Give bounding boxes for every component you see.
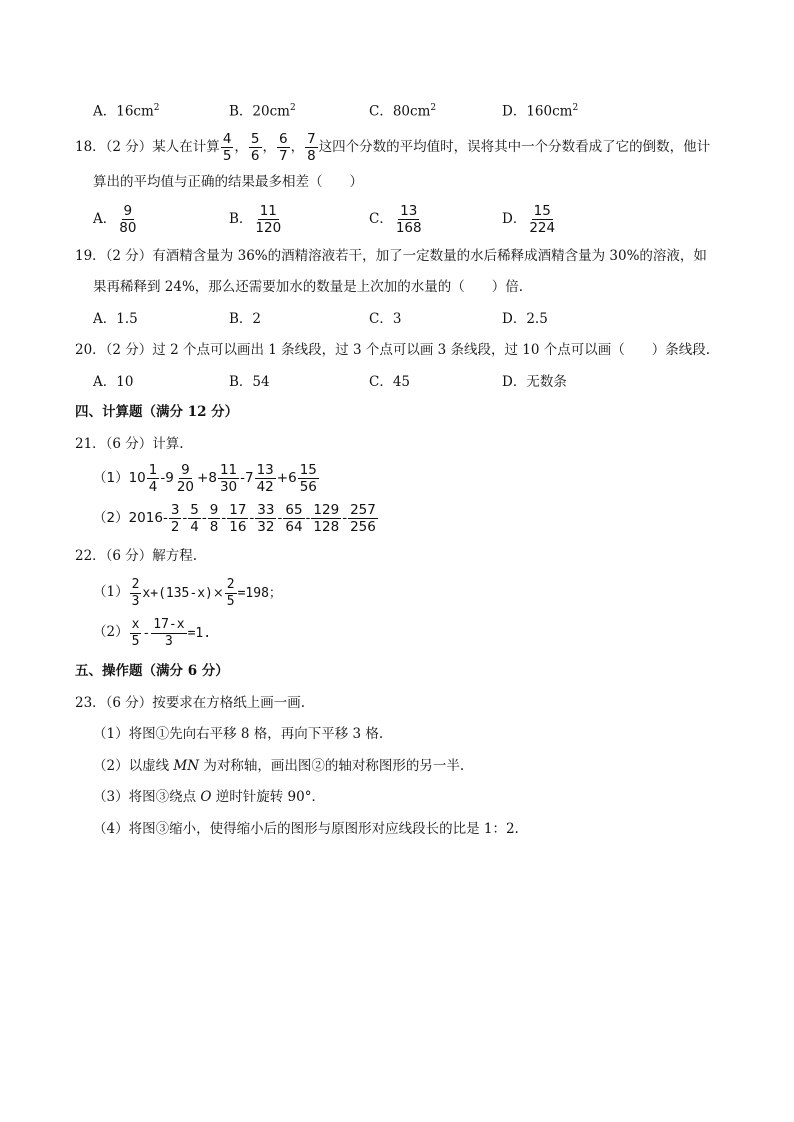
- q19-stem-line2: 果再稀释到 24%，那么还需要加水的数量是上次加的水量的（ ）倍.: [93, 279, 524, 295]
- q20-option-b: B．54: [229, 374, 270, 390]
- q17-option-c: C．$80cm^2$: [369, 103, 437, 120]
- q21-part1-expression: （1）10 $\frac{1}{4}$ -9 $\frac{9}{20}$ +8 $\frac{11}{30}$ -7 $\frac{13}{42}$ +6 $\frac{15}{56}$: [93, 462, 317, 496]
- q20-option-c: C．45: [369, 374, 411, 390]
- q18-stem-line2: 算出的平均值与正确的结果最多相差（ ）: [93, 174, 363, 190]
- q17-option-b: B．$20cm^2$: [229, 103, 296, 120]
- q18-option-a: A． $\frac{9}{80}$: [93, 203, 137, 237]
- q20-stem: 20．（2 分）过 2 个点可以画出 1 条线段，过 3 个点可以画 3 条线段，过 10 个点可以画（ ）条线段.: [75, 342, 711, 358]
- q21-title: 21．（6 分）计算.: [75, 436, 184, 452]
- q22-title: 22．（6 分）解方程.: [75, 548, 198, 564]
- q23-instruction-3: （3）将图③绕点 O 逆时针旋转 90°．: [93, 789, 325, 805]
- q23-title: 23．（6 分）按要求在方格纸上画一画.: [75, 695, 306, 711]
- q23-instruction-4: （4）将图③缩小，使得缩小后的图形与原图形对应线段长的比是 1：2.: [93, 821, 519, 837]
- q23-instruction-2: （2）以虚线 MN 为对称轴，画出图②的轴对称图形的另一半.: [93, 758, 465, 774]
- q19-option-b: B．2: [229, 311, 262, 327]
- q21-part2-expression: （2）2016- $\frac{3}{2}$ - $\frac{5}{4}$ - $\frac{9}{8}$ - $\frac{17}{16}$ - $\frac{33}{32}$ - $\frac{65}{64}$ - $\frac{129}{128}$ - $\frac{257}{256}$: [93, 502, 376, 536]
- q18-option-b: B． $\frac{11}{120}$: [229, 203, 282, 237]
- q20-option-a: A．10: [93, 374, 134, 390]
- q18-stem: 18．（2 分）某人在计算 $\frac{4}{5}$ ， $\frac{5}{6}$ ， $\frac{6}{7}$ ， $\frac{7}{8}$ 这四个分数的平均值时，误将其中一个分数看成了它的倒数，他计: [75, 131, 711, 165]
- q17-option-a: A．$16cm^2$: [93, 103, 160, 120]
- q18-option-c: C． $\frac{13}{168}$: [369, 203, 422, 237]
- q22-part2-equation: （2） $\frac{x}{5}$ - $\frac{17-x}{3}$ =1.: [93, 617, 212, 649]
- section-heading-operation: 五、操作题（满分 6 分）: [75, 663, 229, 679]
- q19-stem: 19．（2 分）有酒精含量为 36%的酒精溶液若干，加了一定数量的水后稀释成酒精含量为 30%的溶液，如: [75, 248, 707, 264]
- q18-option-d: D． $\frac{15}{224}$: [502, 203, 556, 237]
- q20-option-d: D．无数条: [502, 374, 567, 390]
- q19-option-d: D．2.5: [502, 311, 548, 327]
- section-heading-calculation: 四、计算题（满分 12 分）: [75, 404, 239, 420]
- q23-instruction-1: （1）将图①先向右平移 8 格，再向下平移 3 格.: [93, 726, 384, 742]
- q19-option-a: A．1.5: [93, 311, 138, 327]
- q17-option-d: D．$160cm^2$: [502, 103, 579, 120]
- q22-part1-equation: （1） $\frac{2}{3}$ x+(135-x)× $\frac{2}{5}$ =198；: [93, 577, 282, 609]
- q19-option-c: C．3: [369, 311, 402, 327]
